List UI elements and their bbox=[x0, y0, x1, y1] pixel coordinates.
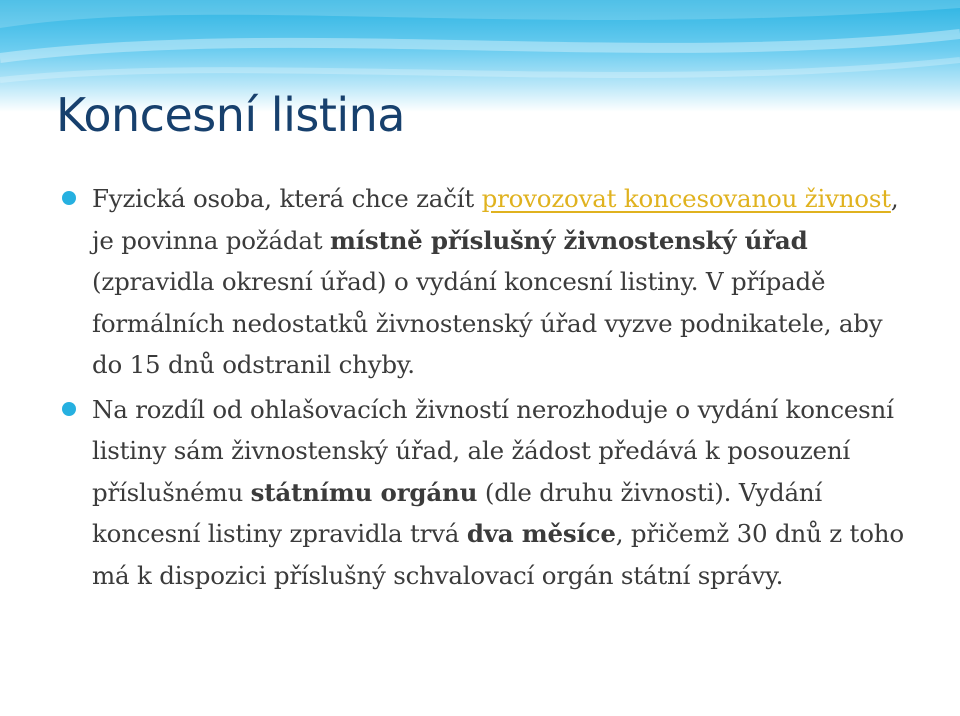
link-provozovat-koncesovanou-zivnost[interactable]: provozovat koncesovanou živnost bbox=[481, 184, 891, 213]
bullet-text: Fyzická osoba, která chce začít bbox=[92, 184, 482, 213]
slide-title: Koncesní listina bbox=[56, 88, 405, 142]
bullet-text: (dle druhu živnosti). Vydání koncesní listiny zpravidla trvá bbox=[92, 477, 823, 548]
bullet-dot-icon bbox=[62, 402, 76, 416]
bullet-text: , přičemž 30 dnů z toho má k dispozici příslušný schvalovací orgán státní správy. bbox=[92, 519, 904, 590]
bullet-text: Na rozdíl od ohlašovacích živností nerozhoduje o vydání koncesní listiny sám živnostenský úřad, ale žádost předává k posouzení příslušnému bbox=[92, 394, 894, 507]
bold-text: státnímu orgánu bbox=[250, 477, 478, 507]
slide-content bbox=[60, 178, 910, 596]
bullet-text: (zpravidla okresní úřad) o vydání koncesní listiny. V případě formálních nedostatků živnostenský úřad vyzve podnikatele, aby do 15 dnů odstranil chyby. bbox=[92, 267, 883, 379]
bullet-text: , je povinna požádat bbox=[92, 184, 899, 255]
bold-text: dva měsíce bbox=[466, 519, 616, 548]
bullet-item bbox=[60, 389, 910, 597]
bullet-dot-icon bbox=[62, 191, 76, 205]
bold-text: místně příslušný živnostenský úřad bbox=[330, 225, 808, 255]
bullet-item bbox=[60, 178, 910, 386]
